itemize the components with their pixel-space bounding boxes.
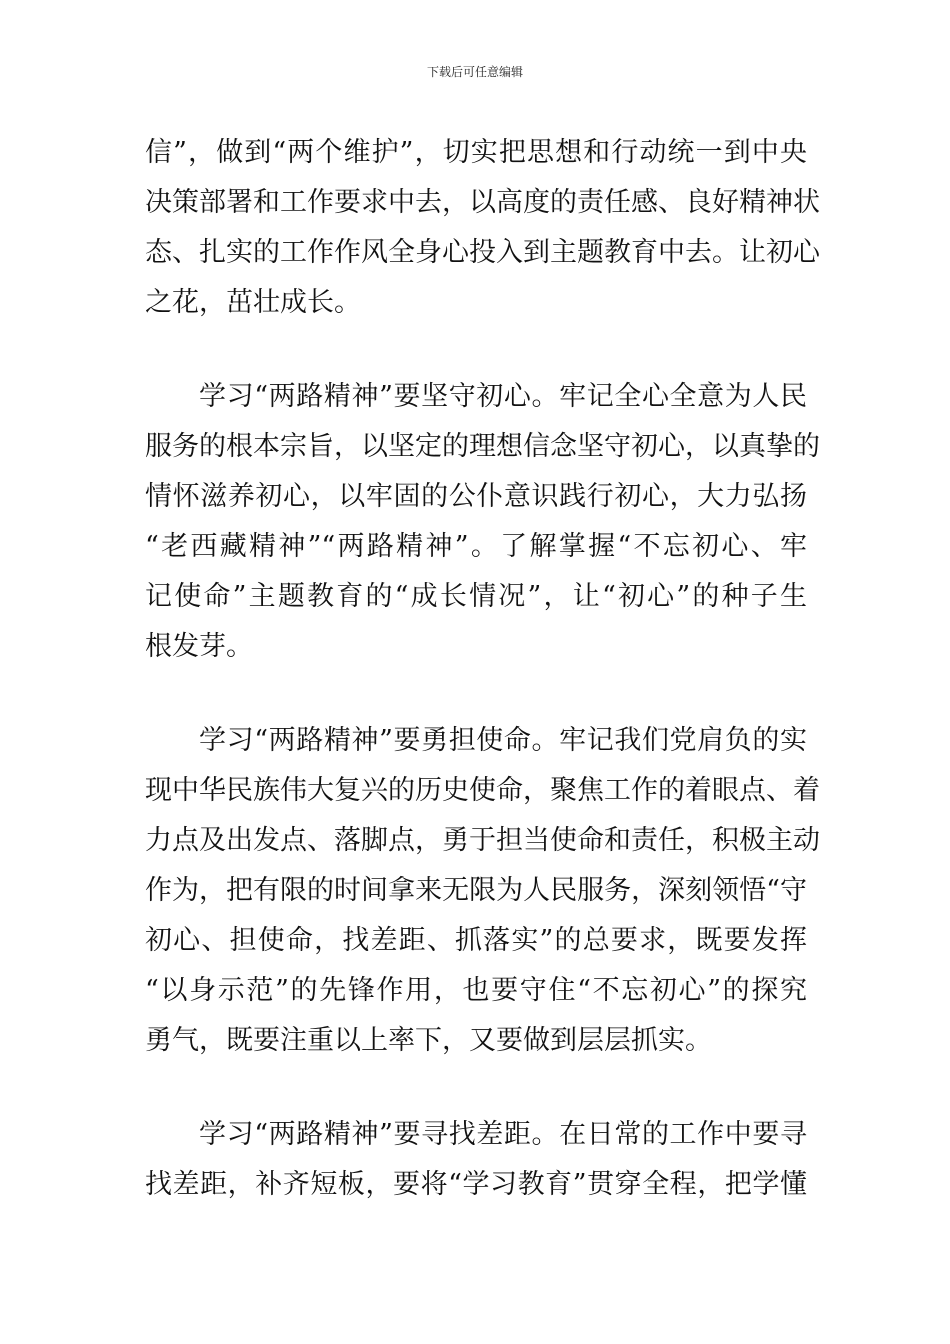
text-line: 态、扎实的工作作风全身心投入到主题教育中去。让初心 [145, 237, 820, 268]
text-line: 记使命”主题教育的“成长情况”，让“初心”的种子生 [145, 581, 807, 612]
paragraph-2 [145, 372, 820, 672]
text-line: 信”，做到“两个维护”，切实把思想和行动统一到中央 [145, 137, 807, 168]
text-line: 作为，把有限的时间拿来无限为人民服务，深刻领悟“守 [145, 875, 807, 906]
text-line: 根发芽。 [145, 631, 253, 662]
text-line: 找差距，补齐短板，要将“学习教育”贯穿全程，把学懂 [145, 1169, 807, 1200]
text-line: 勇气，既要注重以上率下，又要做到层层抓实。 [145, 1025, 712, 1056]
text-line: 初心、担使命，找差距、抓落实”的总要求，既要发挥 [145, 925, 807, 956]
text-line: 学习“两路精神”要勇担使命。牢记我们党肩负的实 [199, 725, 807, 756]
text-line: 情怀滋养初心，以牢固的公仆意识践行初心，大力弘扬 [145, 481, 807, 512]
page-header: 下载后可任意编辑 [426, 65, 523, 79]
text-line: 学习“两路精神”要坚守初心。牢记全心全意为人民 [199, 381, 807, 412]
text-line: 学习“两路精神”要寻找差距。在日常的工作中要寻 [199, 1119, 807, 1150]
text-line: “老西藏精神”“两路精神”。了解掌握“不忘初心、牢 [145, 531, 807, 562]
paragraph-1 [145, 128, 820, 328]
text-line: 决策部署和工作要求中去，以高度的责任感、良好精神状 [145, 187, 820, 218]
text-line: 现中华民族伟大复兴的历史使命，聚焦工作的着眼点、着 [145, 775, 820, 806]
paragraph-4 [145, 1110, 807, 1210]
document-body [145, 128, 820, 1210]
text-line: 力点及出发点、落脚点，勇于担当使命和责任，积极主动 [145, 825, 820, 856]
text-line: “以身示范”的先锋作用，也要守住“不忘初心”的探究 [145, 975, 807, 1006]
paragraph-3 [145, 716, 820, 1066]
text-line: 服务的根本宗旨，以坚定的理想信念坚守初心，以真挚的 [145, 431, 820, 462]
text-line: 之花，茁壮成长。 [145, 287, 361, 318]
